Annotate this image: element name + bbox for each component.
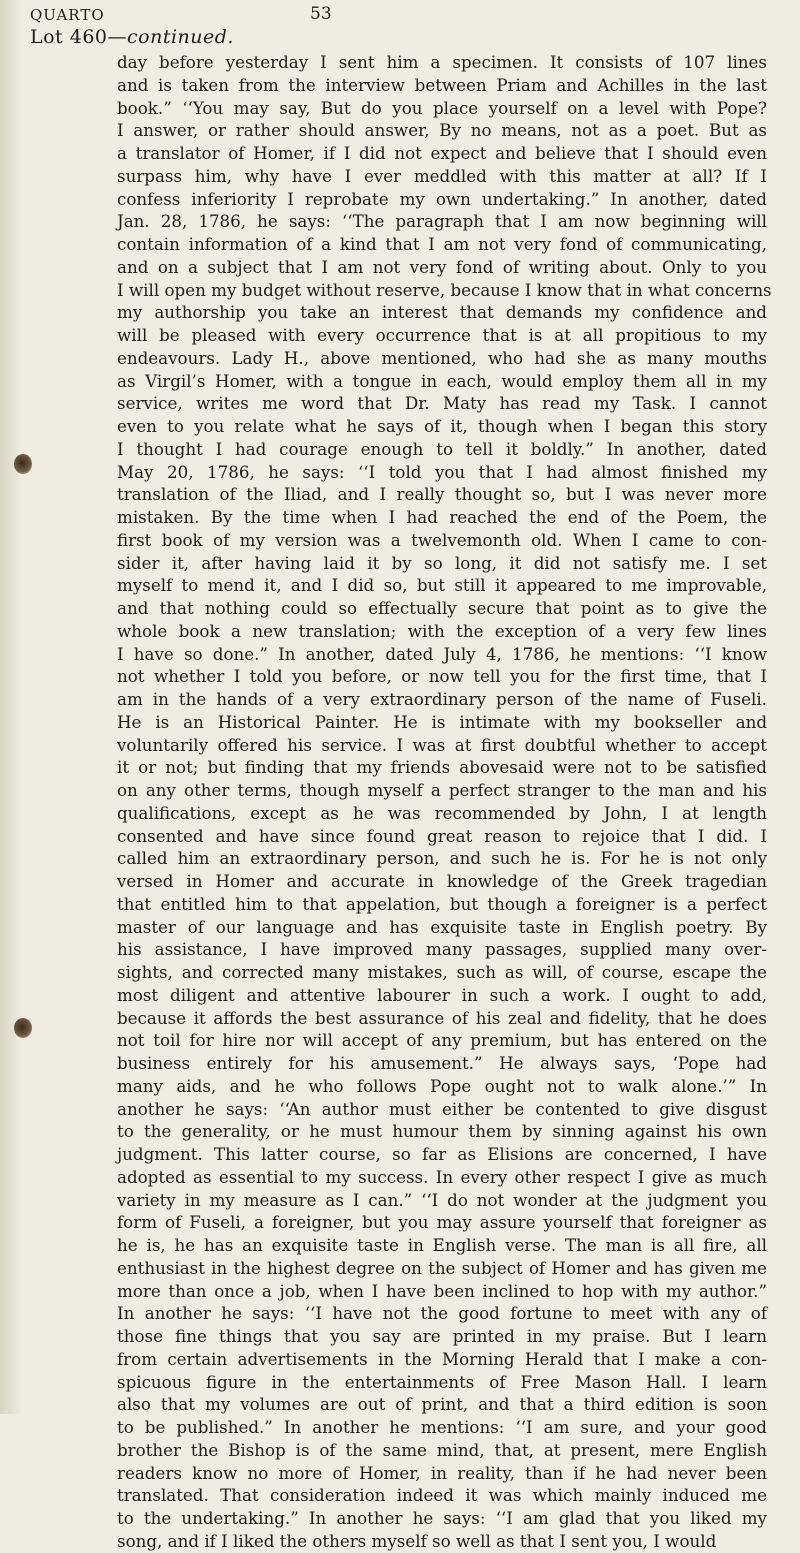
text-line: book.” ‘‘You may say, But do you place yourself on a level with Pope? [117, 97, 767, 118]
text-line: not toil for hire nor will accept of any premium, but has entered on the [117, 1030, 767, 1051]
text-line: contain information of a kind that I am not very fond of communicating, [117, 234, 767, 254]
text-line: he is, he has an exquisite taste in English verse. The man is all fire, all [117, 1235, 767, 1255]
text-line: and on a subject that I am not very fond of writing about. Only to you [117, 256, 767, 277]
text-line: not whether I told you before, or now tell you for the first time, that I [117, 666, 767, 687]
text-line: to the undertaking.” In another he says: ‘‘I am glad that you liked my [117, 1508, 767, 1528]
binding-hole-icon [14, 1018, 32, 1038]
text-line: voluntarily offered his service. I was at first doubtful whether to accept [117, 734, 767, 755]
text-line: He is an Historical Painter. He is intimate with my bookseller and [117, 711, 767, 732]
text-line: also that my volumes are out of print, and that a third edition is soon [117, 1394, 767, 1415]
text-line: to the generality, or he must humour them by sinning against his own [117, 1121, 767, 1142]
text-line: am in the hands of a very extraordinary person of the name of Fuseli. [117, 689, 767, 709]
text-line: enthusiast in the highest degree on the subject of Homer and has given me [117, 1257, 767, 1278]
text-line: translation of the Iliad, and I really thought so, but I was never more [117, 484, 767, 505]
text-line: and is taken from the interview between Priam and Achilles in the last [117, 74, 767, 95]
text-line: most diligent and attentive labourer in such a work. I ought to add, [117, 984, 767, 1005]
text-line: surpass him, why have I ever meddled with this matter at all? If I [117, 165, 767, 186]
text-line: his assistance, I have improved many passages, supplied many over- [117, 939, 767, 960]
text-line: translated. That consideration indeed it was which mainly induced me [117, 1485, 767, 1506]
text-line: form of Fuseli, a foreigner, but you may assure yourself that foreigner as [117, 1212, 767, 1233]
text-line: my authorship you take an interest that demands my confidence and [117, 302, 767, 323]
text-line: another he says: ‘‘An author must either be contented to give disgust [117, 1098, 767, 1119]
text-line: variety in my measure as I can.” ‘‘I do not wonder at the judgment you [117, 1189, 767, 1210]
text-line: judgment. This latter course, so far as Elisions are concerned, I have [117, 1144, 767, 1164]
text-line: many aids, and he who follows Pope ought not to walk alone.’” In [117, 1075, 767, 1096]
text-line: even to you relate what he says of it, though when I began this story [117, 416, 767, 436]
text-line: myself to mend it, and I did so, but still it appeared to me improvable, [117, 575, 767, 596]
text-line: because it affords the best assurance of his zeal and fidelity, that he does [117, 1007, 767, 1028]
text-line: consented and have since found great reason to rejoice that I did. I [117, 825, 767, 846]
text-line: I have so done.” In another, dated July 4, 1786, he mentions: ‘‘I know [117, 643, 767, 664]
lot-label: Lot 460— [30, 26, 127, 48]
text-line: brother the Bishop is of the same mind, that, at present, mere English [117, 1439, 767, 1460]
page-number: 53 [310, 4, 332, 24]
text-line: In another he says: ‘‘I have not the good fortune to meet with any of [117, 1303, 767, 1324]
text-line: it or not; but finding that my friends abovesaid were not to be satisfied [117, 757, 767, 778]
text-line: to be published.” In another he mentions: ‘‘I am sure, and your good [117, 1417, 767, 1437]
text-line: versed in Homer and accurate in knowledge of the Greek tragedian [117, 871, 767, 891]
text-line: on any other terms, though myself a perfect stranger to the man and his [117, 780, 767, 800]
text-line: will be pleased with every occurrence that is at all propitious to my [117, 325, 767, 345]
text-line: service, writes me word that Dr. Maty has read my Task. I cannot [117, 393, 767, 414]
text-line: first book of my version was a twelvemonth old. When I came to con- [117, 529, 767, 550]
text-line: song, and if I liked the others myself so well as that I sent you, I would [117, 1530, 717, 1551]
text-line: whole book a new translation; with the exception of a very few lines [117, 620, 767, 641]
text-line: master of our language and has exquisite taste in English poetry. By [117, 916, 767, 937]
binding-hole-icon [14, 454, 32, 474]
text-line: qualifications, except as he was recommended by John, I at length [117, 802, 767, 823]
text-line: from certain advertisements in the Morning Herald that I make a con- [117, 1348, 767, 1369]
text-line: that entitled him to that appelation, but though a foreigner is a perfect [117, 893, 767, 914]
text-line: called him an extraordinary person, and such he is. For he is not only [117, 848, 767, 869]
text-line: those fine things that you say are printed in my praise. But I learn [117, 1326, 767, 1346]
text-line: I will open my budget without reserve, because I know that in what concerns [117, 279, 772, 300]
text-line: spicuous figure in the entertainments of Free Mason Hall. I learn [117, 1371, 767, 1392]
text-line: a translator of Homer, if I did not expect and believe that I should even [117, 143, 767, 163]
text-line: May 20, 1786, he says: ‘‘I told you that I had almost finished my [117, 461, 767, 482]
text-line: business entirely for his amusement.” He always says, ‘Pope had [117, 1053, 767, 1073]
letter-excerpt [117, 51, 772, 1553]
text-line: day before yesterday I sent him a specimen. It consists of 107 lines [117, 52, 767, 72]
text-line: confess inferiority I reprobate my own undertaking.” In another, dated [117, 188, 767, 209]
text-line: as Virgil’s Homer, with a tongue in each, would employ them all in my [117, 370, 767, 391]
text-line: readers know no more of Homer, in reality, than if he had never been [117, 1462, 767, 1483]
text-line: mistaken. By the time when I had reached the end of the Poem, the [117, 507, 767, 527]
text-line: I thought I had courage enough to tell it boldly.” In another, dated [117, 438, 767, 459]
text-line: Jan. 28, 1786, he says: ‘‘The paragraph that I am now beginning will [117, 211, 767, 232]
lot-continued: continued. [127, 26, 234, 48]
lot-heading [30, 26, 234, 48]
text-line: I answer, or rather should answer, By no means, not as a poet. But as [117, 120, 767, 141]
text-line: sights, and corrected many mistakes, such as will, of course, escape the [117, 962, 767, 982]
text-line: adopted as essential to my success. In every other respect I give as much [117, 1166, 767, 1187]
page-binding-shadow [0, 0, 22, 1414]
text-line: endeavours. Lady H., above mentioned, who had she as many mouths [117, 347, 767, 368]
text-line: more than once a job, when I have been inclined to hop with my author.” [117, 1280, 767, 1301]
text-line: and that nothing could so effectually secure that point as to give the [117, 598, 767, 618]
running-header: QUARTO [30, 6, 105, 24]
text-line: sider it, after having laid it by so long, it did not satisfy me. I set [117, 552, 767, 573]
